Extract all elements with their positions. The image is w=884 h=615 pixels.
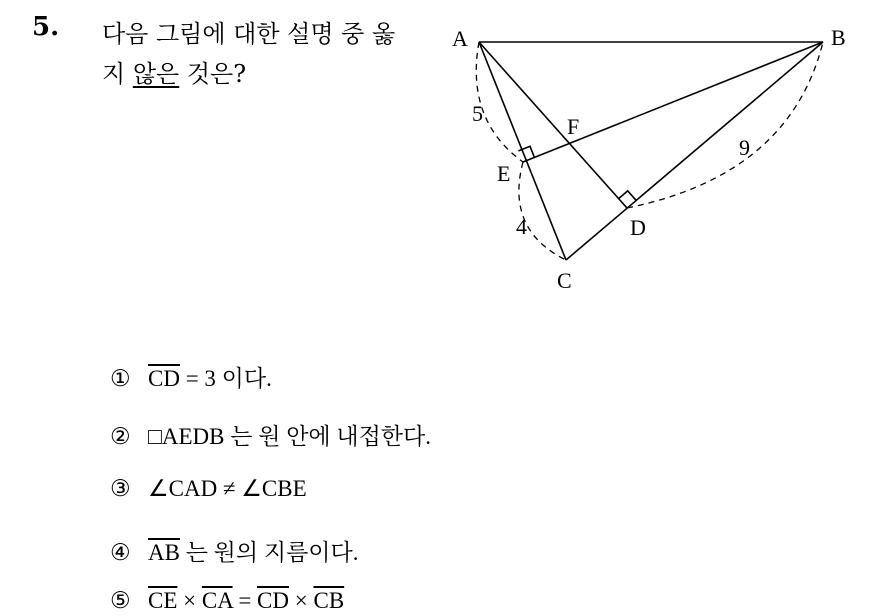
question-number: 5. [32,12,60,42]
arc-AE [476,42,523,162]
choice-5-mark: ⑤ [110,588,131,614]
choice-2-mark: ② [110,424,131,450]
label-F: F [567,114,580,139]
segment-BE [523,42,823,162]
label-B: B [831,25,846,50]
choice-5-part-1: $\overline{CE}$ [148,588,178,613]
choice-5-part-2: × [177,588,202,613]
question-text [102,14,432,94]
choice-5-part-7: $\overline{CB}$ [313,588,345,613]
geometry-figure [440,14,870,304]
label-C: C [557,268,572,293]
choice-1-part-2: = 3 이다. [179,366,272,391]
length-EC: 4 [516,214,527,239]
segment-BC [566,42,823,260]
choice-1[interactable] [110,360,272,393]
question-line-2 [102,54,432,94]
choice-4-part-1: $\overline{AB}$ [148,540,180,565]
right-angle-D [619,191,637,200]
choice-4-part-2: 는 원의 지름이다. [179,540,359,565]
choice-5-part-3: $\overline{CA}$ [201,588,233,613]
length-AE: 5 [472,101,483,126]
choice-5[interactable] [110,588,344,614]
choice-5-part-5: $\overline{CD}$ [257,588,289,613]
label-E: E [497,161,511,186]
choice-2[interactable] [110,418,431,451]
choice-3-part-1: ∠CAD ≠ ∠CBE [148,476,307,501]
arc-EC [519,162,566,260]
choice-4-mark: ④ [110,540,131,566]
choice-1-part-1: $\overline{CD}$ [148,366,180,391]
length-BD: 9 [739,135,750,160]
choice-3[interactable] [110,476,307,502]
choice-5-part-4: = [232,588,258,613]
choice-4[interactable] [110,534,358,567]
label-A: A [452,26,468,51]
question-line-2-post: 것은? [179,60,247,88]
question-line-1: 다음 그림에 대한 설명 중 옳 [102,20,396,48]
label-D: D [630,215,646,240]
choice-2-part-1: □AEDB 는 원 안에 내접한다. [148,424,431,449]
choice-3-mark: ③ [110,476,131,502]
question-underlined-word: 않은 [132,60,180,88]
question-line-2-pre: 지 [102,60,133,88]
choice-5-part-6: × [289,588,314,613]
choice-1-mark: ① [110,366,131,392]
